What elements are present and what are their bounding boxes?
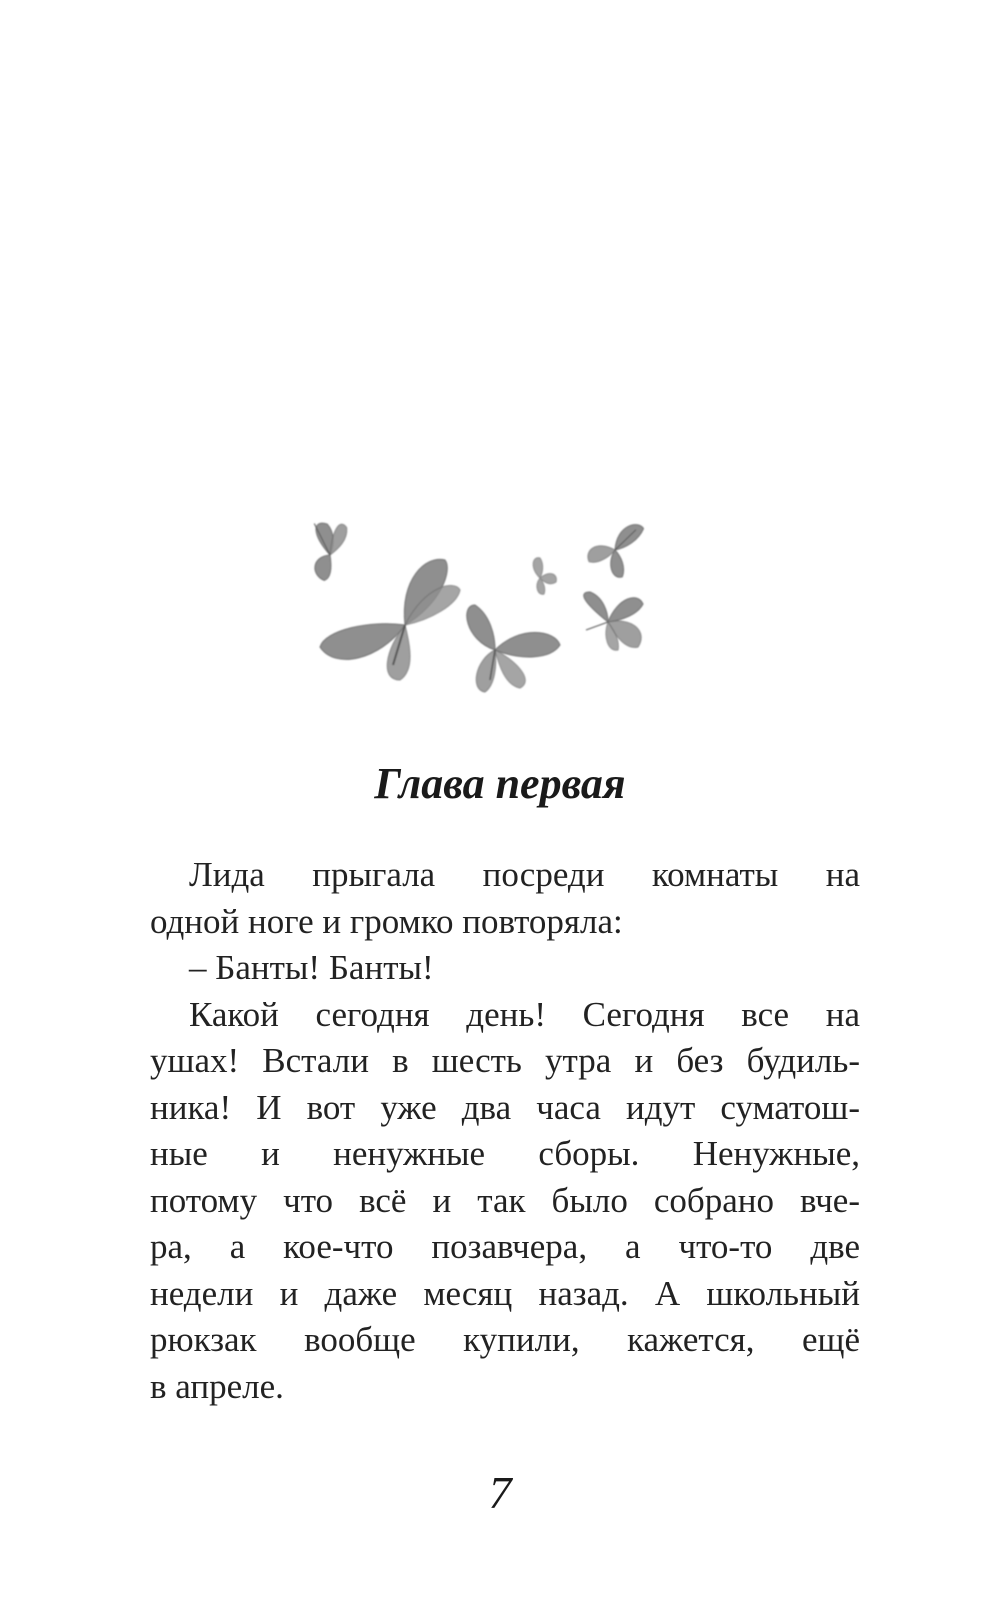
body-text	[150, 852, 860, 1410]
text-line: в апреле.	[150, 1366, 284, 1406]
text-line: Какой сегодня день! Сегодня все на	[189, 994, 860, 1034]
text-line: рюкзак вообще купили, кажется, ещё	[150, 1320, 860, 1359]
chapter-title: Глава первая	[374, 759, 626, 808]
text-line: ра, а кое-что позавчера, а что-то две	[150, 1227, 860, 1266]
text-line: ушах! Встали в шесть утра и без будиль-	[150, 1041, 860, 1080]
text-line: недели и даже месяц назад. А школьный	[150, 1273, 860, 1313]
text-line: потому что всё и так было собрано вче-	[150, 1180, 860, 1220]
butterflies-icon	[290, 500, 710, 740]
butterfly-top-right-icon	[585, 514, 645, 580]
butterfly-bottom-right-icon	[584, 592, 643, 650]
text-line: ника! И вот уже два часа идут суматош-	[150, 1087, 860, 1127]
butterfly-middle-icon	[467, 605, 560, 692]
text-line: ные и ненужные сборы. Ненужные,	[150, 1134, 860, 1173]
text-line: одной ноге и громко повторяла:	[150, 901, 623, 941]
text-line: – Банты! Банты!	[189, 948, 434, 987]
butterfly-tiny-icon	[533, 558, 556, 594]
text-line: Лида прыгала посреди комнаты на	[189, 855, 860, 894]
butterfly-small-left-icon	[300, 514, 361, 583]
page-number: 7	[488, 1467, 512, 1518]
butterfly-large-icon	[320, 559, 460, 680]
